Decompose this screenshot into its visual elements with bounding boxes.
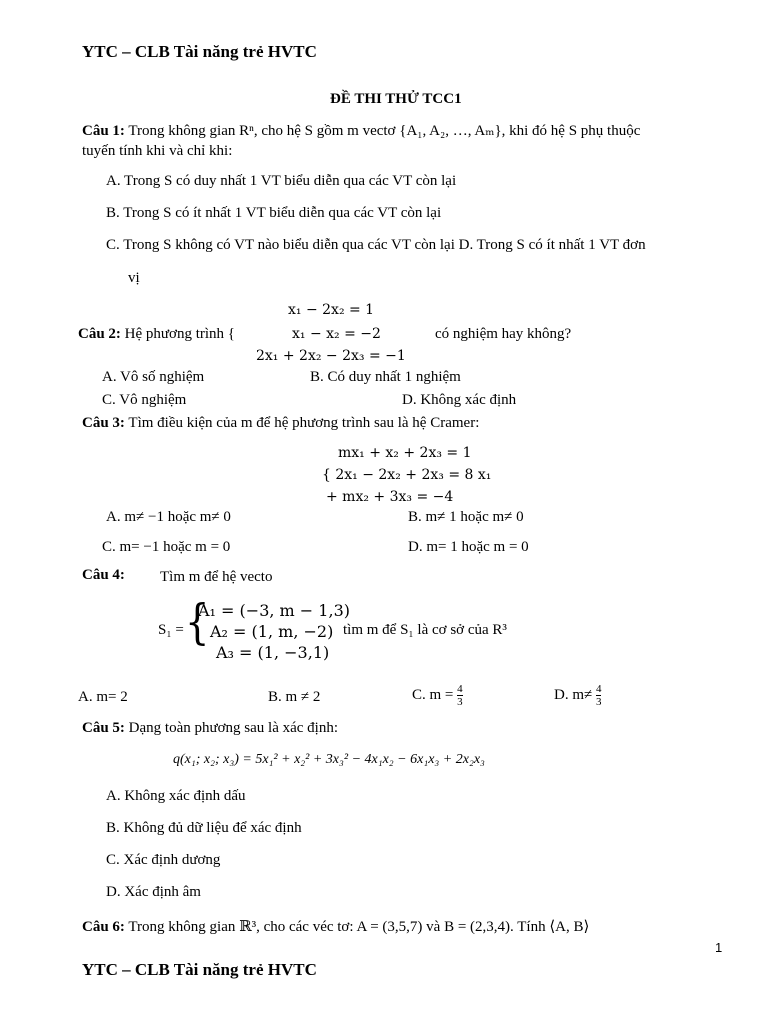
q3-option-b: B. m≠ 1 hoặc m≠ 0 — [408, 509, 524, 525]
q4-vector-a2: A₂ = (1, m, −2) — [210, 622, 334, 641]
q1-option-a: A. Trong S có duy nhất 1 VT biểu diễn qua các VT còn lại — [106, 173, 457, 189]
q2-option-a: A. Vô số nghiệm — [102, 369, 205, 385]
q1-text: Trong không gian Rⁿ, cho hệ S gồm m vectơ {A₁, A₂, …, Aₘ}, khi đó hệ S phụ thuộc — [124, 123, 641, 139]
q3-text: Tìm điều kiện của m để hệ phương trình sau là hệ Cramer: — [124, 415, 480, 431]
q2-label: Câu 2: — [78, 326, 121, 342]
q1-option-b: B. Trong S có ít nhất 1 VT biểu diễn qua các VT còn lại — [106, 205, 442, 221]
q5-option-c: C. Xác định dương — [106, 852, 221, 868]
q4-label: Câu 4: — [82, 567, 125, 583]
q3-eq2: { 2x₁ − 2x₂ + 2x₃ = 8 x₁ — [322, 467, 492, 483]
q4-text: Tìm m để hệ vecto — [160, 569, 273, 585]
q3-line — [82, 415, 479, 432]
q3-eq1: mx₁ + x₂ + 2x₃ = 1 — [338, 445, 472, 461]
q5-option-d: D. Xác định âm — [106, 884, 201, 900]
q4-option-c: C. m = $\frac{4}{3}$ — [412, 683, 463, 708]
q4-option-d-fraction: $\frac{4}{3}$ — [595, 683, 602, 708]
q4-option-d: D. m≠ $\frac{4}{3}$ — [554, 683, 602, 708]
q2-option-c: C. Vô nghiệm — [102, 392, 187, 408]
q5-line — [82, 720, 338, 737]
q3-option-a: A. m≠ −1 hoặc m≠ 0 — [106, 509, 231, 525]
q2-eq1: x₁ − 2x₂ = 1 — [288, 302, 375, 318]
page-number: 1 — [715, 940, 723, 955]
q1-text-cont: tuyến tính khi và chỉ khi: — [82, 143, 233, 159]
q3-option-d: D. m= 1 hoặc m = 0 — [408, 539, 529, 555]
q4-option-b: B. m ≠ 2 — [268, 689, 321, 705]
exam-title: ĐỀ THI THỬ TCC1 — [330, 91, 462, 107]
q3-eq3: + mx₂ + 3x₃ = −4 — [326, 489, 454, 505]
q2-eq2: x₁ − x₂ = −2 — [292, 326, 381, 342]
q3-label: Câu 3: — [82, 415, 125, 431]
q6-text: Trong không gian ℝ³, cho các véc tơ: A = (3,5,7) và B = (2,3,4). Tính ⟨A, B⟩ — [124, 919, 590, 935]
q6-label: Câu 6: — [82, 919, 125, 935]
q6-line — [82, 917, 589, 936]
q4-option-a: A. m= 2 — [78, 689, 128, 705]
q5-option-a: A. Không xác định dấu — [106, 788, 246, 804]
q2-eq3: 2x₁ + 2x₂ − 2x₃ = −1 — [256, 348, 406, 364]
q1-option-d-cont: vị — [128, 270, 140, 286]
q2-line — [78, 326, 235, 343]
q1-line1 — [82, 121, 640, 140]
q5-label: Câu 5: — [82, 720, 125, 736]
q4-vector-a1: A₁ = (−3, m − 1,3) — [198, 601, 350, 620]
page-footer-header: YTC – CLB Tài năng trẻ HVTC — [82, 960, 317, 979]
q1-label: Câu 1: — [82, 123, 125, 139]
q2-option-b: B. Có duy nhất 1 nghiệm — [310, 369, 461, 385]
q3-option-c: C. m= −1 hoặc m = 0 — [102, 539, 231, 555]
q2-text: Hệ phương trình { — [120, 326, 236, 342]
q5-formula: q(x₁; x₂; x₃) = 5x₁² + x₂² + 3x₃² − 4x₁x₂ − 6x₁x₃ + 2x₂x₃ — [173, 752, 485, 767]
q4-vector-a3: A₃ = (1, −3,1) — [216, 643, 330, 662]
q4-option-c-fraction: $\frac{4}{3}$ — [457, 683, 463, 708]
q2-option-d: D. Không xác định — [402, 392, 517, 408]
q4-tail: tìm m để S₁ là cơ sở của R³ — [343, 622, 507, 638]
q4-brace-icon: { — [185, 594, 210, 650]
q4-s1-label: S₁ = — [158, 622, 184, 638]
q2-tail: có nghiệm hay không? — [435, 326, 572, 342]
q5-option-b: B. Không đủ dữ liệu để xác định — [106, 820, 302, 836]
q5-text: Dạng toàn phương sau là xác định: — [124, 720, 339, 736]
q1-option-c-d: C. Trong S không có VT nào biểu diễn qua các VT còn lại D. Trong S có ít nhất 1 VT đơn — [106, 237, 646, 253]
page-header: YTC – CLB Tài năng trẻ HVTC — [82, 42, 317, 61]
